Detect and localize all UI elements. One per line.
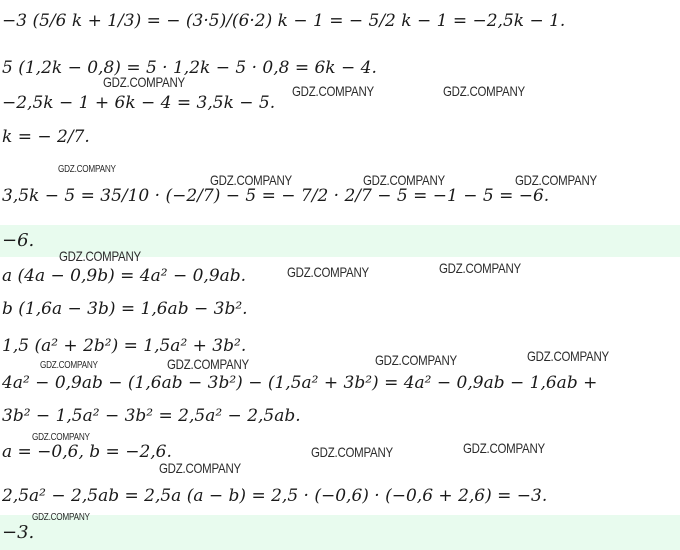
watermark: GDZ.COMPANY [32, 512, 90, 523]
solution-line-12: 2,5a² − 2,5ab = 2,5a (a − b) = 2,5 · (−0,6) · (−0,6 + 2,6) = −3. [2, 486, 548, 506]
answer-text: −6. [2, 230, 35, 251]
solution-line-9: 4a² − 0,9ab − (1,6ab − 3b²) − (1,5a² + 3b²) = 4a² − 0,9ab − 1,6ab + [2, 373, 598, 393]
solution-line-6: a (4a − 0,9b) = 4a² − 0,9ab. [2, 266, 247, 286]
solution-line-2: 5 (1,2k − 0,8) = 5 · 1,2k − 5 · 0,8 = 6k − 4. [2, 58, 377, 78]
watermark: GDZ.COMPANY [292, 83, 374, 99]
watermark: GDZ.COMPANY [527, 348, 609, 364]
watermark: GDZ.COMPANY [439, 260, 521, 276]
solution-line-7: b (1,6a − 3b) = 1,6ab − 3b². [2, 299, 248, 319]
watermark: GDZ.COMPANY [363, 172, 445, 188]
answer-highlight-2 [0, 515, 680, 550]
watermark: GDZ.COMPANY [59, 248, 141, 264]
watermark: GDZ.COMPANY [287, 264, 369, 280]
watermark: GDZ.COMPANY [443, 83, 525, 99]
watermark: GDZ.COMPANY [159, 460, 241, 476]
watermark: GDZ.COMPANY [103, 74, 185, 90]
watermark: GDZ.COMPANY [40, 360, 98, 371]
watermark: GDZ.COMPANY [167, 356, 249, 372]
solution-line-5: 3,5k − 5 = 35/10 · (−2/7) − 5 = − 7/2 · 2/7 − 5 = −1 − 5 = −6. [2, 186, 550, 206]
watermark: GDZ.COMPANY [515, 172, 597, 188]
watermark: GDZ.COMPANY [58, 164, 116, 175]
solution-line-8: 1,5 (a² + 2b²) = 1,5a² + 3b². [2, 336, 247, 356]
watermark: GDZ.COMPANY [311, 444, 393, 460]
watermark: GDZ.COMPANY [375, 352, 457, 368]
solution-line-4: k = − 2/7. [2, 127, 90, 147]
watermark: GDZ.COMPANY [210, 172, 292, 188]
answer-text: −3. [2, 522, 35, 543]
solution-line-11: a = −0,6, b = −2,6. [2, 442, 172, 462]
solution-line-1: −3 (5/6 k + 1/3) = − (3·5)/(6·2) k − 1 = − 5/2 k − 1 = −2,5k − 1. [2, 11, 566, 31]
watermark: GDZ.COMPANY [463, 440, 545, 456]
watermark: GDZ.COMPANY [32, 432, 90, 443]
solution-line-10: 3b² − 1,5a² − 3b² = 2,5a² − 2,5ab. [2, 406, 301, 426]
solution-line-3: −2,5k − 1 + 6k − 4 = 3,5k − 5. [2, 93, 276, 113]
